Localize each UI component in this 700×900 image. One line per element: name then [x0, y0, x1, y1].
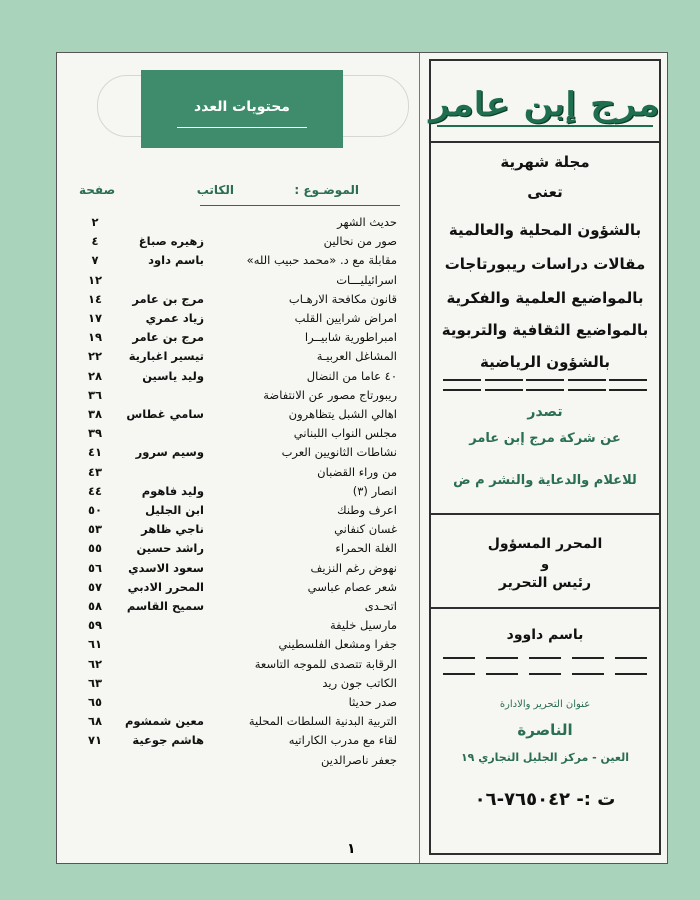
toc-topic: اتحـدى — [364, 599, 397, 613]
editor-label: المحرر المسؤول — [487, 536, 603, 552]
toc-row — [57, 580, 419, 599]
company-name: عن شركة مرج إبن عامر — [469, 431, 621, 446]
toc-row — [57, 618, 419, 637]
toc-page: ٥٧ — [87, 579, 103, 594]
toc-row — [57, 753, 419, 772]
toc-author: ناجي ظاهر — [141, 522, 204, 537]
toc-author: زهيره صباغ — [138, 234, 204, 249]
topic-line-4: بالمواضيع الثقافية والتربوية — [441, 321, 649, 339]
topic-header: الموضـوع : — [294, 183, 359, 197]
toc-topic: من وراء القضبان — [317, 464, 397, 479]
subtitle: مجلة شهرية — [500, 153, 590, 171]
logo-underline — [437, 125, 653, 127]
toc-row — [57, 676, 419, 695]
toc-page: ١٤ — [87, 291, 103, 306]
toc-row — [57, 349, 419, 368]
toc-page: ٤١ — [87, 445, 103, 460]
magazine-page — [56, 52, 668, 864]
toc-page: ٦٣ — [87, 675, 103, 690]
toc-page: ٧١ — [87, 733, 103, 748]
toc-author: وليد فاهوم — [141, 483, 204, 498]
logo-rule — [431, 141, 659, 143]
toc-page: ٤٤ — [87, 483, 103, 498]
dash-row-2 — [443, 389, 647, 391]
contents-title: محتويات العدد — [194, 98, 290, 115]
toc-row — [57, 637, 419, 656]
magazine-logo — [430, 73, 660, 135]
toc-author: هاشم جوعية — [132, 733, 204, 748]
company-line-2: للاعلام والدعاية والنشر م ض — [453, 473, 637, 488]
toc-author: زياد عمري — [145, 311, 204, 325]
toc-author: وسيم سرور — [135, 445, 204, 460]
toc-row — [57, 234, 419, 253]
logo-text: مرج إبن عامر — [430, 85, 660, 123]
toc-page: ٢٢ — [87, 349, 103, 364]
toc-row — [57, 445, 419, 464]
toc-topic: ريبورتاج مصور عن الانتفاضة — [263, 387, 397, 402]
toc-author: تيسير اغبارية — [128, 349, 204, 364]
toc-topic: نهوض رغم النزيف — [310, 560, 397, 575]
and-label: و — [540, 557, 550, 572]
contents-title-box — [141, 70, 343, 148]
toc-topic: صدر حديثا — [348, 695, 397, 709]
toc-page: ٦٨ — [87, 714, 103, 729]
company-rule — [431, 513, 659, 515]
toc-author: مرج بن عامر — [132, 330, 204, 345]
toc-row — [57, 561, 419, 580]
toc-author: المحرر الادبي — [127, 579, 204, 594]
toc-row — [57, 388, 419, 407]
toc-topic: انصار (٣) — [352, 483, 397, 498]
toc-page: ٤ — [91, 234, 99, 249]
toc-page: ٥٣ — [87, 522, 103, 537]
toc-row — [57, 311, 419, 330]
toc-row — [57, 253, 419, 272]
toc-topic: اهالي الشبل يتظاهرون — [288, 407, 397, 421]
toc-topic: مقابلة مع د. «محمد حبيب الله» — [246, 253, 397, 268]
toc-page: ٥٨ — [87, 599, 103, 613]
column-divider — [419, 53, 420, 863]
masthead-column — [429, 59, 661, 855]
toc-topic: الغلة الحمراء — [335, 541, 397, 556]
toc-page: ٣٨ — [87, 407, 103, 421]
toc-topic: التربية البدنية السلطات المحلية — [248, 714, 397, 729]
toc-page: ٥٠ — [87, 503, 103, 517]
toc-topic: امبراطورية شابيــرا — [304, 330, 397, 345]
toc-row — [57, 465, 419, 484]
page-header: صفحة — [79, 183, 116, 197]
editor-name: باسم داوود — [506, 627, 584, 643]
toc-author: باسم داود — [148, 253, 204, 268]
toc-row — [57, 330, 419, 349]
toc-author: مرج بن عامر — [132, 291, 204, 306]
address-text: العين - مركز الجليل التجاري ١٩ — [460, 751, 630, 764]
toc-topic: جعفر ناصرالدين — [321, 752, 397, 767]
header-underline — [200, 205, 400, 206]
toc-page: ٦٥ — [87, 695, 103, 709]
toc-topic: قانون مكافحة الارهـاب — [288, 291, 397, 306]
toc-row — [57, 714, 419, 733]
toc-page: ٢ — [91, 215, 99, 229]
toc-page: ٢٨ — [87, 368, 103, 383]
toc-topic: الكاتب جون ريد — [322, 675, 397, 690]
toc-row — [57, 292, 419, 311]
toc-row — [57, 522, 419, 541]
toc-page: ١٧ — [87, 311, 103, 325]
toc-row — [57, 407, 419, 426]
page-number: ١ — [347, 841, 356, 857]
toc-author: وليد ياسين — [142, 368, 204, 383]
toc-topic: اسرائيليـــات — [336, 272, 397, 287]
toc-topic: الرقابة تتصدى للموجه التاسعة — [254, 656, 397, 671]
published-label: تصدر — [527, 404, 563, 420]
dash-row-3 — [443, 657, 647, 659]
toc-topic: غسان كنفاني — [334, 522, 397, 537]
toc-row — [57, 733, 419, 752]
toc-topic: اعرف وطنك — [337, 503, 397, 517]
toc-page: ٥٩ — [87, 618, 103, 633]
toc-author: سعود الاسدي — [128, 560, 204, 575]
toc-page: ١٩ — [87, 330, 103, 345]
toc-author: ابن الجليل — [145, 503, 204, 517]
toc-page: ٦١ — [87, 637, 103, 652]
toc-topic: شعر عصام عباسي — [307, 579, 397, 594]
toc-topic: صور من نحالين — [323, 234, 397, 249]
toc-page: ٦٢ — [87, 656, 103, 671]
toc-page: ٥٥ — [87, 541, 103, 556]
toc-topic: حديث الشهر — [337, 215, 397, 229]
toc-topic: مارسيل خليفة — [329, 618, 397, 633]
toc-page: ٧ — [91, 253, 99, 268]
toc-row — [57, 541, 419, 560]
title-underline — [177, 127, 307, 128]
dash-row-4 — [443, 673, 647, 675]
toc-row — [57, 657, 419, 676]
city-name: الناصرة — [517, 721, 573, 739]
toc-page: ١٢ — [87, 272, 103, 287]
toc-page: ٥٦ — [87, 560, 103, 575]
toc-topic: لقاء مع مدرب الكاراتيه — [288, 733, 397, 748]
toc-row — [57, 503, 419, 522]
toc-topic: ٤٠ عاما من النضال — [306, 368, 397, 383]
address-label: عنوان التحرير والادارة — [499, 699, 591, 710]
author-header: الكاتب — [196, 183, 234, 197]
toc-page: ٣٩ — [87, 426, 103, 441]
toc-topic: امراض شرايين القلب — [294, 311, 397, 325]
toc-author: سميح القاسم — [126, 599, 204, 613]
toc-topic: نشاطات الثانويين العرب — [281, 445, 397, 460]
toc-row — [57, 369, 419, 388]
editor-rule — [431, 607, 659, 609]
topic-line-3: بالمواضيع العلمية والفكرية — [446, 289, 644, 307]
toc-author: سامي غطاس — [126, 407, 204, 421]
toc-page: ٣٦ — [87, 387, 103, 402]
toc-row — [57, 273, 419, 292]
topic-line-2: مقالات دراسات ريبورتاجات — [444, 255, 646, 273]
toc-author: معين شمشوم — [124, 714, 204, 729]
toc-topic: المشاغل العربيـة — [316, 349, 397, 364]
phone-number: ت :- ٧٦٥٠٤٢-٠٦ — [474, 789, 616, 810]
toc-page: ٤٣ — [87, 464, 103, 479]
toc-topic: جفرا ومشعل الفلسطيني — [278, 637, 397, 652]
dash-row-1 — [443, 379, 647, 381]
toc-author: راشد حسين — [136, 541, 204, 556]
toc-row — [57, 215, 419, 234]
toc-row — [57, 599, 419, 618]
topic-line-5: بالشؤون الرياضية — [480, 353, 610, 371]
toc-row — [57, 695, 419, 714]
toc-row — [57, 426, 419, 445]
contents-column — [57, 53, 419, 863]
toc-row — [57, 484, 419, 503]
toc-topic: مجلس النواب اللبناني — [293, 426, 397, 441]
cares-label: تعنى — [527, 183, 563, 201]
chief-label: رئيس التحرير — [498, 575, 592, 591]
topic-line-1: بالشؤون المحلية والعالمية — [448, 221, 642, 239]
